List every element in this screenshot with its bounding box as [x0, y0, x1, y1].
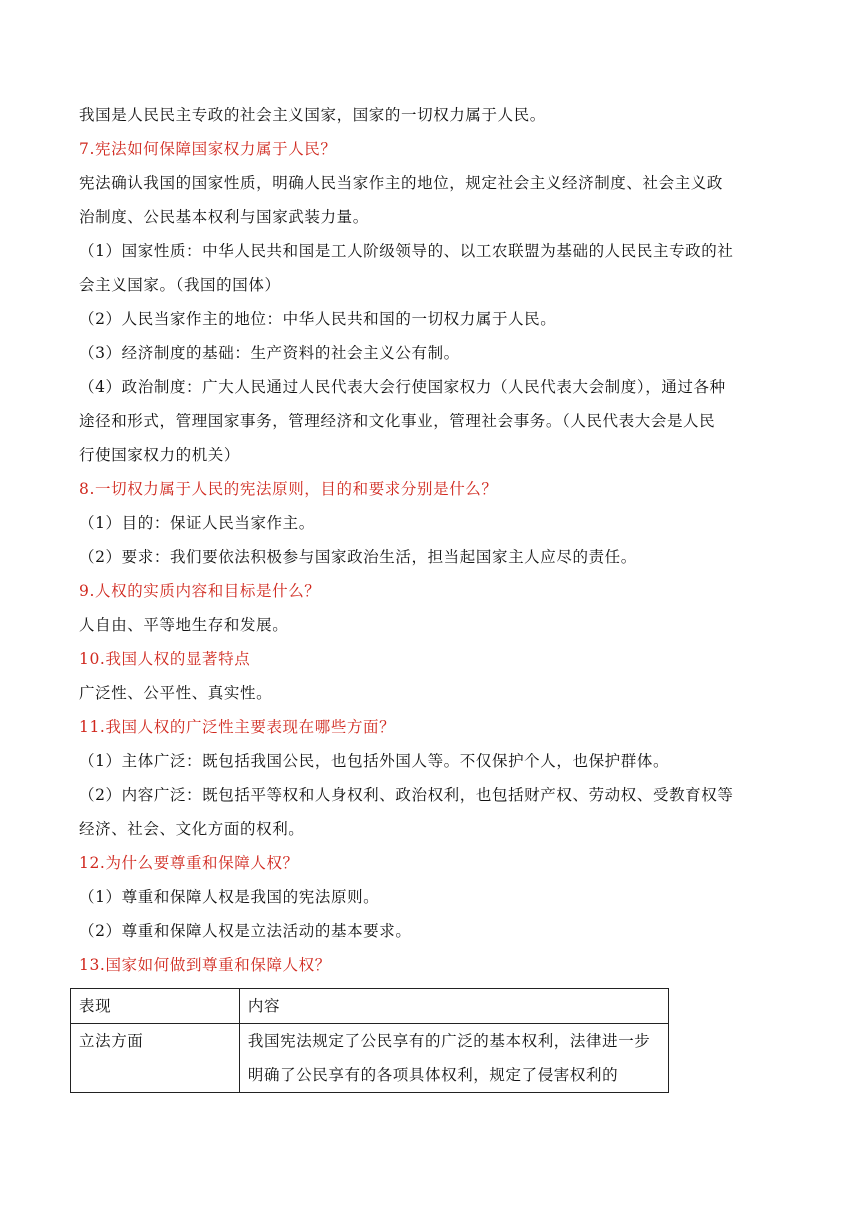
question-10: 10.我国人权的显著特点 — [79, 650, 251, 668]
document-page — [79, 98, 784, 1093]
line-13: （2）要求：我们要依法积极参与国家政治生活，担当起国家主人应尽的责任。 — [79, 548, 637, 566]
line-20: （2）内容广泛：既包括平等权和人身权利、政治权利，也包括财产权、劳动权、受教育权等 — [79, 786, 734, 804]
table-cell — [239, 1024, 668, 1093]
question-13: 13.国家如何做到尊重和保障人权？ — [79, 956, 331, 974]
line-17: 广泛性、公平性、真实性。 — [79, 684, 273, 702]
table-header-row — [71, 989, 669, 1024]
table-cell: 立法方面 — [71, 1024, 240, 1093]
line-6: （2）人民当家作主的地位：中华人民共和国的一切权力属于人民。 — [79, 310, 557, 328]
table-header-cell: 表现 — [71, 989, 240, 1024]
line-7: （3）经济制度的基础：生产资料的社会主义公有制。 — [79, 344, 460, 362]
table-row — [71, 1024, 669, 1093]
line-5: 会主义国家。（我国的国体） — [79, 276, 281, 294]
line-19: （1）主体广泛：既包括我国公民，也包括外国人等。不仅保护个人，也保护群体。 — [79, 752, 670, 770]
table-cell-text: 我国宪法规定了公民享有的广泛的基本权利，法律进一步明确了公民享有的各项具体权利，规定了侵害权利的 — [247, 1032, 651, 1084]
line-23: （1）尊重和保障人权是我国的宪法原则。 — [79, 888, 380, 906]
line-8: （4）政治制度：广大人民通过人民代表大会行使国家权力（人民代表大会制度），通过各种 — [79, 378, 726, 396]
line-12: （1）目的：保证人民当家作主。 — [79, 514, 315, 532]
line-21: 经济、社会、文化方面的权利。 — [79, 820, 305, 838]
question-8: 8.一切权力属于人民的宪法原则，目的和要求分别是什么？ — [79, 480, 498, 498]
line-10: 行使国家权力的机关） — [79, 446, 241, 464]
line-3: 治制度、公民基本权利与国家武装力量。 — [79, 208, 369, 226]
line-4: （1）国家性质：中华人民共和国是工人阶级领导的、以工农联盟为基础的人民民主专政的社 — [79, 242, 734, 260]
rights-table — [70, 988, 669, 1093]
line-0: 我国是人民民主专政的社会主义国家，国家的一切权力属于人民。 — [79, 106, 546, 124]
rights-table-wrapper — [70, 988, 784, 1093]
line-15: 人自由、平等地生存和发展。 — [79, 616, 289, 634]
question-9: 9.人权的实质内容和目标是什么？ — [79, 582, 321, 600]
line-24: （2）尊重和保障人权是立法活动的基本要求。 — [79, 922, 412, 940]
table-header-cell: 内容 — [239, 989, 668, 1024]
question-12: 12.为什么要尊重和保障人权？ — [79, 854, 299, 872]
line-2: 宪法确认我国的国家性质，明确人民当家作主的地位，规定社会主义经济制度、社会主义政 — [79, 174, 724, 192]
line-9: 途径和形式，管理国家事务，管理经济和文化事业，管理社会事务。（人民代表大会是人民 — [79, 412, 716, 430]
question-11: 11.我国人权的广泛性主要表现在哪些方面？ — [79, 718, 396, 736]
question-7: 7.宪法如何保障国家权力属于人民？ — [79, 140, 337, 158]
